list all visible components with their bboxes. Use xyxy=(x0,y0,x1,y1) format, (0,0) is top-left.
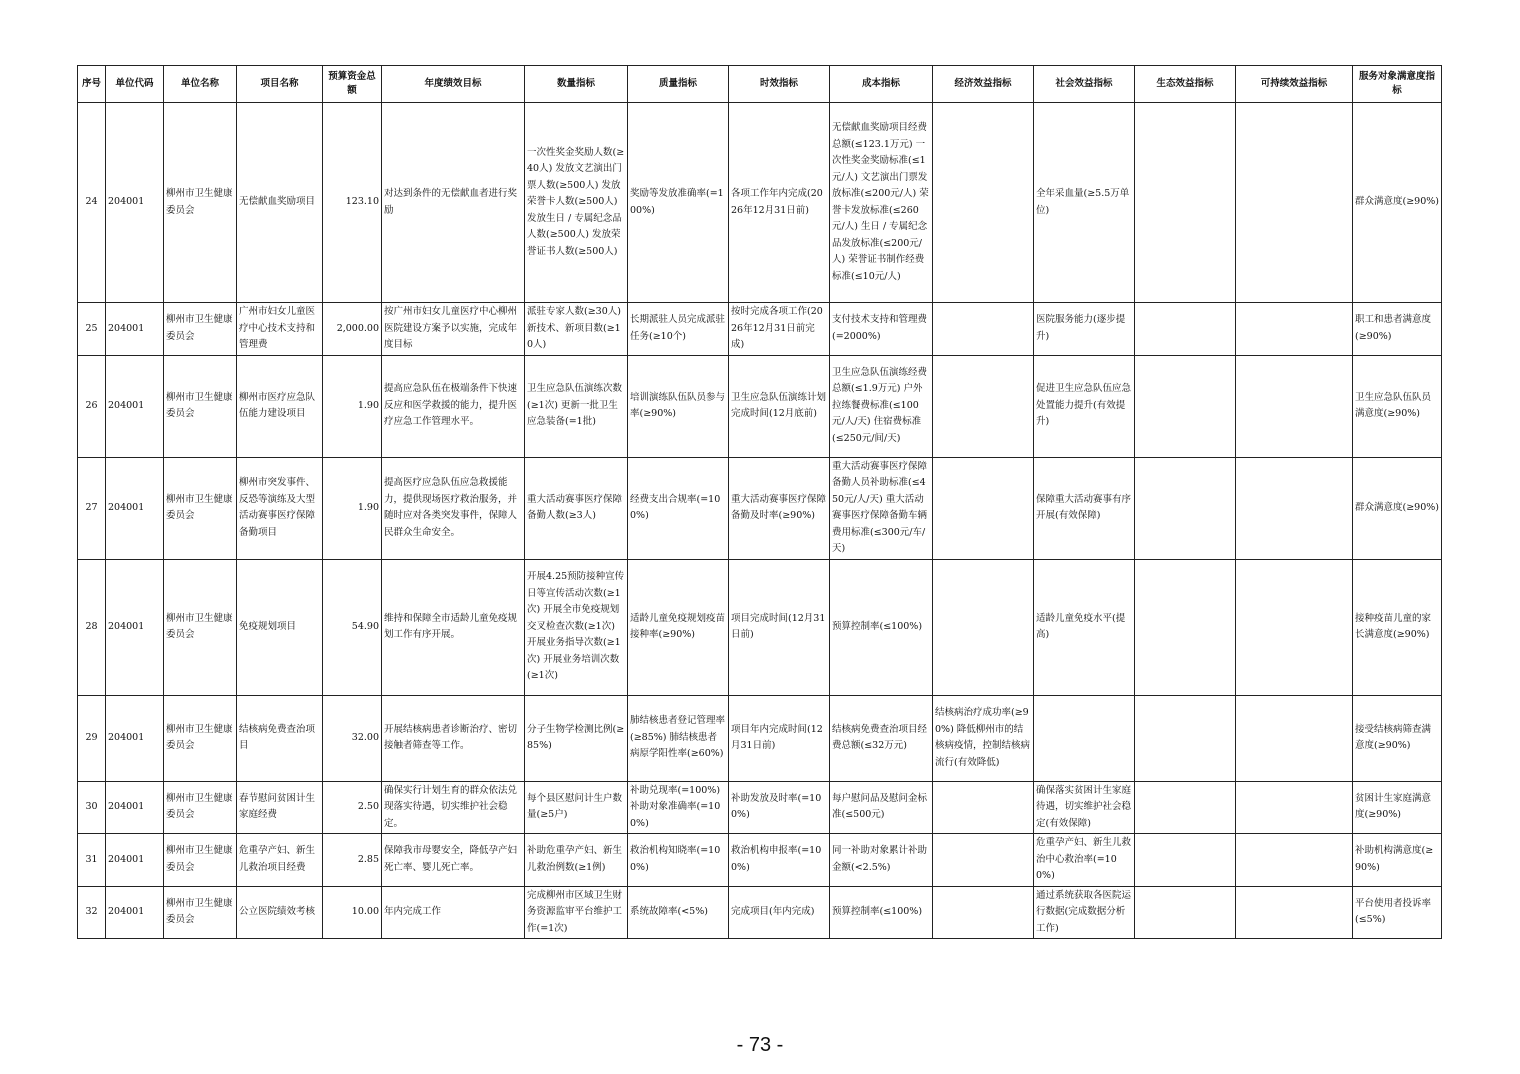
row-number-cell: 28 xyxy=(78,559,106,695)
timeliness-indicator-cell: 完成项目(年内完成) xyxy=(729,886,830,939)
economic-benefit-cell: 结核病治疗成功率(≥90%) 降低柳州市的结核病疫情，控制结核病流行(有效降低) xyxy=(933,695,1034,781)
annual-goal-cell: 开展结核病患者诊断治疗、密切接触者筛查等工作。 xyxy=(382,695,525,781)
sustainable-benefit-cell xyxy=(1236,695,1353,781)
economic-benefit-cell xyxy=(933,355,1034,457)
unit-name-cell: 柳州市卫生健康委员会 xyxy=(164,303,237,356)
timeliness-indicator-cell: 项目年内完成时间(12月31日前) xyxy=(729,695,830,781)
cost-indicator-cell: 卫生应急队伍演练经费总额(≤1.9万元) 户外拉练餐费标准(≤100元/人/天) 住宿费标准(≤250元/间/天) xyxy=(830,355,933,457)
row-number-cell: 26 xyxy=(78,355,106,457)
budget-amount-cell: 2,000.00 xyxy=(323,303,382,356)
column-header: 序号 xyxy=(78,66,106,103)
satisfaction-indicator-cell: 群众满意度(≥90%) xyxy=(1353,103,1442,303)
ecological-benefit-cell xyxy=(1135,886,1236,939)
ecological-benefit-cell xyxy=(1135,695,1236,781)
cost-indicator-cell: 每户慰问品及慰问金标准(≤500元) xyxy=(830,781,933,834)
annual-goal-cell: 按广州市妇女儿童医疗中心柳州医院建设方案予以实施，完成年度目标 xyxy=(382,303,525,356)
quality-indicator-cell: 培训演练队伍队员参与率(≥90%) xyxy=(628,355,729,457)
project-name-cell: 结核病免费查治项目 xyxy=(237,695,323,781)
social-benefit-cell: 保障重大活动赛事有序开展(有效保障) xyxy=(1034,457,1135,559)
satisfaction-indicator-cell: 接种疫苗儿童的家长满意度(≥90%) xyxy=(1353,559,1442,695)
table-row xyxy=(78,886,1442,939)
unit-code-cell: 204001 xyxy=(106,103,164,303)
unit-code-cell: 204001 xyxy=(106,886,164,939)
cost-indicator-cell: 同一补助对象累计补助金额(<2.5%) xyxy=(830,834,933,887)
project-name-cell: 无偿献血奖励项目 xyxy=(237,103,323,303)
column-header: 单位名称 xyxy=(164,66,237,103)
timeliness-indicator-cell: 项目完成时间(12月31日前) xyxy=(729,559,830,695)
sustainable-benefit-cell xyxy=(1236,886,1353,939)
cost-indicator-cell: 结核病免费查治项目经费总额(≤32万元) xyxy=(830,695,933,781)
quantity-indicator-cell: 补助危重孕产妇、新生儿救治例数(≥1例) xyxy=(525,834,628,887)
unit-name-cell: 柳州市卫生健康委员会 xyxy=(164,886,237,939)
quantity-indicator-cell: 分子生物学检测比例(≥85%) xyxy=(525,695,628,781)
satisfaction-indicator-cell: 职工和患者满意度(≥90%) xyxy=(1353,303,1442,356)
row-number-cell: 29 xyxy=(78,695,106,781)
timeliness-indicator-cell: 按时完成各项工作(2026年12月31日前完成) xyxy=(729,303,830,356)
ecological-benefit-cell xyxy=(1135,834,1236,887)
page-number: - 73 - xyxy=(736,1034,784,1056)
quantity-indicator-cell: 重大活动赛事医疗保障备勤人数(≥3人) xyxy=(525,457,628,559)
sustainable-benefit-cell xyxy=(1236,781,1353,834)
satisfaction-indicator-cell: 卫生应急队伍队员满意度(≥90%) xyxy=(1353,355,1442,457)
ecological-benefit-cell xyxy=(1135,457,1236,559)
project-name-cell: 春节慰问贫困计生家庭经费 xyxy=(237,781,323,834)
timeliness-indicator-cell: 救治机构申报率(=100%) xyxy=(729,834,830,887)
economic-benefit-cell xyxy=(933,303,1034,356)
budget-amount-cell: 123.10 xyxy=(323,103,382,303)
sustainable-benefit-cell xyxy=(1236,559,1353,695)
quality-indicator-cell: 奖励等发放准确率(=100%) xyxy=(628,103,729,303)
project-name-cell: 柳州市突发事件、反恐等演练及大型活动赛事医疗保障备勤项目 xyxy=(237,457,323,559)
budget-amount-cell: 54.90 xyxy=(323,559,382,695)
column-header: 社会效益指标 xyxy=(1034,66,1135,103)
column-header: 预算资金总额 xyxy=(323,66,382,103)
cost-indicator-cell: 支付技术支持和管理费(=2000%) xyxy=(830,303,933,356)
quality-indicator-cell: 系统故障率(<5%) xyxy=(628,886,729,939)
table-row xyxy=(78,103,1442,303)
satisfaction-indicator-cell: 平台使用者投诉率(≤5%) xyxy=(1353,886,1442,939)
unit-code-cell: 204001 xyxy=(106,355,164,457)
unit-code-cell: 204001 xyxy=(106,303,164,356)
row-number-cell: 30 xyxy=(78,781,106,834)
column-header: 成本指标 xyxy=(830,66,933,103)
quality-indicator-cell: 补助兑现率(=100%) 补助对象准确率(=100%) xyxy=(628,781,729,834)
column-header: 单位代码 xyxy=(106,66,164,103)
sustainable-benefit-cell xyxy=(1236,355,1353,457)
budget-amount-cell: 10.00 xyxy=(323,886,382,939)
social-benefit-cell: 确保落实贫困计生家庭待遇，切实维护社会稳定(有效保障) xyxy=(1034,781,1135,834)
unit-code-cell: 204001 xyxy=(106,834,164,887)
satisfaction-indicator-cell: 群众满意度(≥90%) xyxy=(1353,457,1442,559)
economic-benefit-cell xyxy=(933,103,1034,303)
quantity-indicator-cell: 完成柳州市区域卫生财务资源监审平台维护工作(=1次) xyxy=(525,886,628,939)
table-body xyxy=(78,103,1442,939)
annual-goal-cell: 保障我市母婴安全，降低孕产妇死亡率、婴儿死亡率。 xyxy=(382,834,525,887)
timeliness-indicator-cell: 卫生应急队伍演练计划完成时间(12月底前) xyxy=(729,355,830,457)
row-number-cell: 32 xyxy=(78,886,106,939)
cost-indicator-cell: 预算控制率(≤100%) xyxy=(830,559,933,695)
column-header: 年度绩效目标 xyxy=(382,66,525,103)
performance-table xyxy=(77,65,1442,939)
annual-goal-cell: 确保实行计划生育的群众依法兑现落实待遇，切实维护社会稳定。 xyxy=(382,781,525,834)
quantity-indicator-cell: 一次性奖金奖励人数(≥40人) 发放文艺演出门票人数(≥500人) 发放荣誉卡人数(≥500人) 发放生日 / 专属纪念品人数(≥500人) 发放荣誉证书人数(≥500人) xyxy=(525,103,628,303)
sustainable-benefit-cell xyxy=(1236,457,1353,559)
budget-amount-cell: 2.50 xyxy=(323,781,382,834)
table-row xyxy=(78,303,1442,356)
table-row xyxy=(78,834,1442,887)
unit-name-cell: 柳州市卫生健康委员会 xyxy=(164,559,237,695)
ecological-benefit-cell xyxy=(1135,103,1236,303)
ecological-benefit-cell xyxy=(1135,559,1236,695)
satisfaction-indicator-cell: 贫困计生家庭满意度(≥90%) xyxy=(1353,781,1442,834)
quantity-indicator-cell: 派驻专家人数(≥30人) 新技术、新项目数(≥10人) xyxy=(525,303,628,356)
cost-indicator-cell: 预算控制率(≤100%) xyxy=(830,886,933,939)
ecological-benefit-cell xyxy=(1135,355,1236,457)
project-name-cell: 公立医院绩效考核 xyxy=(237,886,323,939)
satisfaction-indicator-cell: 补助机构满意度(≥90%) xyxy=(1353,834,1442,887)
column-header: 项目名称 xyxy=(237,66,323,103)
quality-indicator-cell: 长期派驻人员完成派驻任务(≥10个) xyxy=(628,303,729,356)
social-benefit-cell: 适龄儿童免疫水平(提高) xyxy=(1034,559,1135,695)
unit-code-cell: 204001 xyxy=(106,559,164,695)
column-header: 经济效益指标 xyxy=(933,66,1034,103)
sustainable-benefit-cell xyxy=(1236,303,1353,356)
header-row xyxy=(78,66,1442,103)
economic-benefit-cell xyxy=(933,834,1034,887)
social-benefit-cell: 危重孕产妇、新生儿救治中心救治率(=100%) xyxy=(1034,834,1135,887)
social-benefit-cell: 全年采血量(≥5.5万单位) xyxy=(1034,103,1135,303)
unit-name-cell: 柳州市卫生健康委员会 xyxy=(164,695,237,781)
table-row xyxy=(78,559,1442,695)
timeliness-indicator-cell: 各项工作年内完成(2026年12月31日前) xyxy=(729,103,830,303)
social-benefit-cell: 医院服务能力(逐步提升) xyxy=(1034,303,1135,356)
unit-name-cell: 柳州市卫生健康委员会 xyxy=(164,834,237,887)
social-benefit-cell: 促进卫生应急队伍应急处置能力提升(有效提升) xyxy=(1034,355,1135,457)
column-header: 可持续效益指标 xyxy=(1236,66,1353,103)
row-number-cell: 27 xyxy=(78,457,106,559)
table-row xyxy=(78,457,1442,559)
column-header: 时效指标 xyxy=(729,66,830,103)
cost-indicator-cell: 重大活动赛事医疗保障备勤人员补助标准(≤450元/人/天) 重大活动赛事医疗保障备勤车辆费用标准(≤300元/车/天) xyxy=(830,457,933,559)
project-name-cell: 广州市妇女儿童医疗中心技术支持和管理费 xyxy=(237,303,323,356)
table-row xyxy=(78,355,1442,457)
budget-amount-cell: 32.00 xyxy=(323,695,382,781)
unit-code-cell: 204001 xyxy=(106,457,164,559)
cost-indicator-cell: 无偿献血奖励项目经费总额(≤123.1万元) 一次性奖金奖励标准(≤1元/人) 文艺演出门票发放标准(≤200元/人) 荣誉卡发放标准(≤260元/人) 生日 / 专属纪念品发放标准(≤200元/人) 荣誉证书制作经费标准(≤10元/人) xyxy=(830,103,933,303)
economic-benefit-cell xyxy=(933,559,1034,695)
timeliness-indicator-cell: 补助发放及时率(=100%) xyxy=(729,781,830,834)
unit-code-cell: 204001 xyxy=(106,695,164,781)
social-benefit-cell xyxy=(1034,695,1135,781)
budget-amount-cell: 2.85 xyxy=(323,834,382,887)
table-row xyxy=(78,695,1442,781)
sustainable-benefit-cell xyxy=(1236,103,1353,303)
budget-amount-cell: 1.90 xyxy=(323,355,382,457)
annual-goal-cell: 维持和保障全市适龄儿童免疫规划工作有序开展。 xyxy=(382,559,525,695)
column-header: 数量指标 xyxy=(525,66,628,103)
budget-amount-cell: 1.90 xyxy=(323,457,382,559)
annual-goal-cell: 年内完成工作 xyxy=(382,886,525,939)
project-name-cell: 危重孕产妇、新生儿救治项目经费 xyxy=(237,834,323,887)
unit-name-cell: 柳州市卫生健康委员会 xyxy=(164,355,237,457)
project-name-cell: 柳州市医疗应急队伍能力建设项目 xyxy=(237,355,323,457)
unit-name-cell: 柳州市卫生健康委员会 xyxy=(164,103,237,303)
column-header: 质量指标 xyxy=(628,66,729,103)
table-row xyxy=(78,781,1442,834)
annual-goal-cell: 提高医疗应急队伍应急救援能力，提供现场医疗救治服务，并随时应对各类突发事件，保障人民群众生命安全。 xyxy=(382,457,525,559)
column-header: 服务对象满意度指标 xyxy=(1353,66,1442,103)
annual-goal-cell: 对达到条件的无偿献血者进行奖励 xyxy=(382,103,525,303)
satisfaction-indicator-cell: 接受结核病筛查满意度(≥90%) xyxy=(1353,695,1442,781)
ecological-benefit-cell xyxy=(1135,781,1236,834)
social-benefit-cell: 通过系统获取各医院运行数据(完成数据分析工作) xyxy=(1034,886,1135,939)
economic-benefit-cell xyxy=(933,781,1034,834)
column-header: 生态效益指标 xyxy=(1135,66,1236,103)
project-name-cell: 免疫规划项目 xyxy=(237,559,323,695)
annual-goal-cell: 提高应急队伍在极端条件下快速反应和医学救援的能力，提升医疗应急工作管理水平。 xyxy=(382,355,525,457)
quality-indicator-cell: 经费支出合规率(=100%) xyxy=(628,457,729,559)
quality-indicator-cell: 救治机构知晓率(=100%) xyxy=(628,834,729,887)
economic-benefit-cell xyxy=(933,886,1034,939)
quality-indicator-cell: 肺结核患者登记管理率(≥85%) 肺结核患者病原学阳性率(≥60%) xyxy=(628,695,729,781)
quantity-indicator-cell: 卫生应急队伍演练次数(≥1次) 更新一批卫生应急装备(=1批) xyxy=(525,355,628,457)
row-number-cell: 24 xyxy=(78,103,106,303)
unit-code-cell: 204001 xyxy=(106,781,164,834)
timeliness-indicator-cell: 重大活动赛事医疗保障备勤及时率(≥90%) xyxy=(729,457,830,559)
ecological-benefit-cell xyxy=(1135,303,1236,356)
unit-name-cell: 柳州市卫生健康委员会 xyxy=(164,457,237,559)
quantity-indicator-cell: 开展4.25预防接种宣传日等宣传活动次数(≥1次) 开展全市免疫规划交叉检查次数(≥1次) 开展业务指导次数(≥1次) 开展业务培训次数(≥1次) xyxy=(525,559,628,695)
economic-benefit-cell xyxy=(933,457,1034,559)
sustainable-benefit-cell xyxy=(1236,834,1353,887)
row-number-cell: 25 xyxy=(78,303,106,356)
quality-indicator-cell: 适龄儿童免疫规划疫苗接种率(≥90%) xyxy=(628,559,729,695)
unit-name-cell: 柳州市卫生健康委员会 xyxy=(164,781,237,834)
row-number-cell: 31 xyxy=(78,834,106,887)
quantity-indicator-cell: 每个县区慰问计生户数量(≥5户) xyxy=(525,781,628,834)
